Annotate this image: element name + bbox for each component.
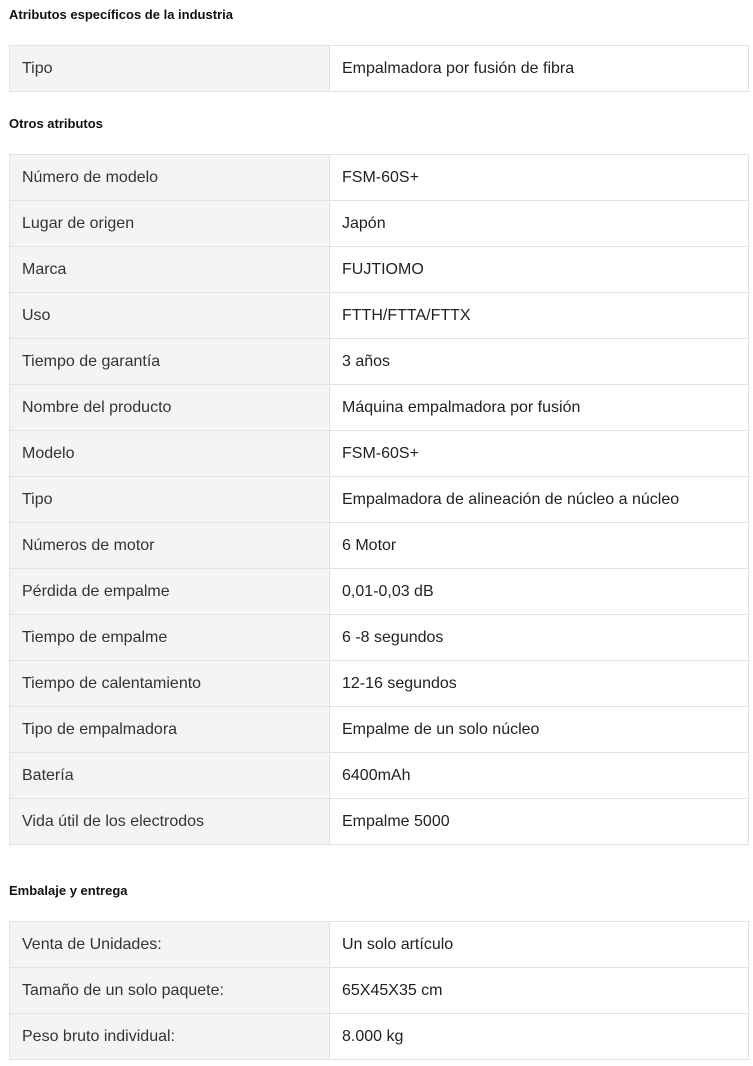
attribute-name: Tipo bbox=[10, 477, 330, 523]
attribute-name: Venta de Unidades: bbox=[10, 922, 330, 968]
attribute-name: Pérdida de empalme bbox=[10, 569, 330, 615]
attribute-name: Batería bbox=[10, 753, 330, 799]
table-row bbox=[10, 155, 749, 201]
attribute-name: Tipo bbox=[10, 46, 330, 92]
attribute-value: 6400mAh bbox=[330, 753, 749, 799]
table-row bbox=[10, 707, 749, 753]
other-attributes-table bbox=[9, 154, 749, 845]
attribute-name: Tipo de empalmadora bbox=[10, 707, 330, 753]
attribute-value: Un solo artículo bbox=[330, 922, 749, 968]
attribute-name: Tamaño de un solo paquete: bbox=[10, 968, 330, 1014]
attribute-value: Empalmadora de alineación de núcleo a núcleo bbox=[330, 477, 749, 523]
attribute-value: Empalme de un solo núcleo bbox=[330, 707, 749, 753]
attribute-value: 6 -8 segundos bbox=[330, 615, 749, 661]
attribute-value: FTTH/FTTA/FTTX bbox=[330, 293, 749, 339]
attribute-name: Números de motor bbox=[10, 523, 330, 569]
table-row bbox=[10, 968, 749, 1014]
attribute-name: Modelo bbox=[10, 431, 330, 477]
attribute-value: 12-16 segundos bbox=[330, 661, 749, 707]
attribute-value: FSM-60S+ bbox=[330, 431, 749, 477]
attribute-name: Vida útil de los electrodos bbox=[10, 799, 330, 845]
other-attributes-title: Otros atributos bbox=[9, 116, 103, 131]
table-row bbox=[10, 431, 749, 477]
attribute-name: Número de modelo bbox=[10, 155, 330, 201]
attribute-value: Empalme 5000 bbox=[330, 799, 749, 845]
table-row bbox=[10, 46, 749, 92]
table-row bbox=[10, 201, 749, 247]
attribute-name: Marca bbox=[10, 247, 330, 293]
attribute-value: FUJTIOMO bbox=[330, 247, 749, 293]
industry-attributes-title: Atributos específicos de la industria bbox=[9, 7, 233, 22]
table-row bbox=[10, 569, 749, 615]
attribute-name: Nombre del producto bbox=[10, 385, 330, 431]
attribute-value: Máquina empalmadora por fusión bbox=[330, 385, 749, 431]
attribute-name: Tiempo de garantía bbox=[10, 339, 330, 385]
table-row bbox=[10, 922, 749, 968]
table-row bbox=[10, 753, 749, 799]
attribute-name: Lugar de origen bbox=[10, 201, 330, 247]
table-row bbox=[10, 339, 749, 385]
attribute-value: 0,01-0,03 dB bbox=[330, 569, 749, 615]
table-row bbox=[10, 477, 749, 523]
attribute-value: 65X45X35 cm bbox=[330, 968, 749, 1014]
table-row bbox=[10, 799, 749, 845]
industry-attributes-table bbox=[9, 45, 749, 92]
attribute-name: Peso bruto individual: bbox=[10, 1014, 330, 1060]
attribute-name: Tiempo de calentamiento bbox=[10, 661, 330, 707]
table-row bbox=[10, 1014, 749, 1060]
table-row bbox=[10, 385, 749, 431]
attribute-name: Uso bbox=[10, 293, 330, 339]
table-row bbox=[10, 523, 749, 569]
attribute-name: Tiempo de empalme bbox=[10, 615, 330, 661]
attribute-value: Empalmadora por fusión de fibra bbox=[330, 46, 749, 92]
attribute-value: FSM-60S+ bbox=[330, 155, 749, 201]
table-row bbox=[10, 661, 749, 707]
packaging-table bbox=[9, 921, 749, 1060]
attribute-value: 8.000 kg bbox=[330, 1014, 749, 1060]
table-row bbox=[10, 615, 749, 661]
packaging-title: Embalaje y entrega bbox=[9, 883, 128, 898]
attribute-value: 6 Motor bbox=[330, 523, 749, 569]
attribute-value: Japón bbox=[330, 201, 749, 247]
table-row bbox=[10, 247, 749, 293]
attribute-value: 3 años bbox=[330, 339, 749, 385]
table-row bbox=[10, 293, 749, 339]
